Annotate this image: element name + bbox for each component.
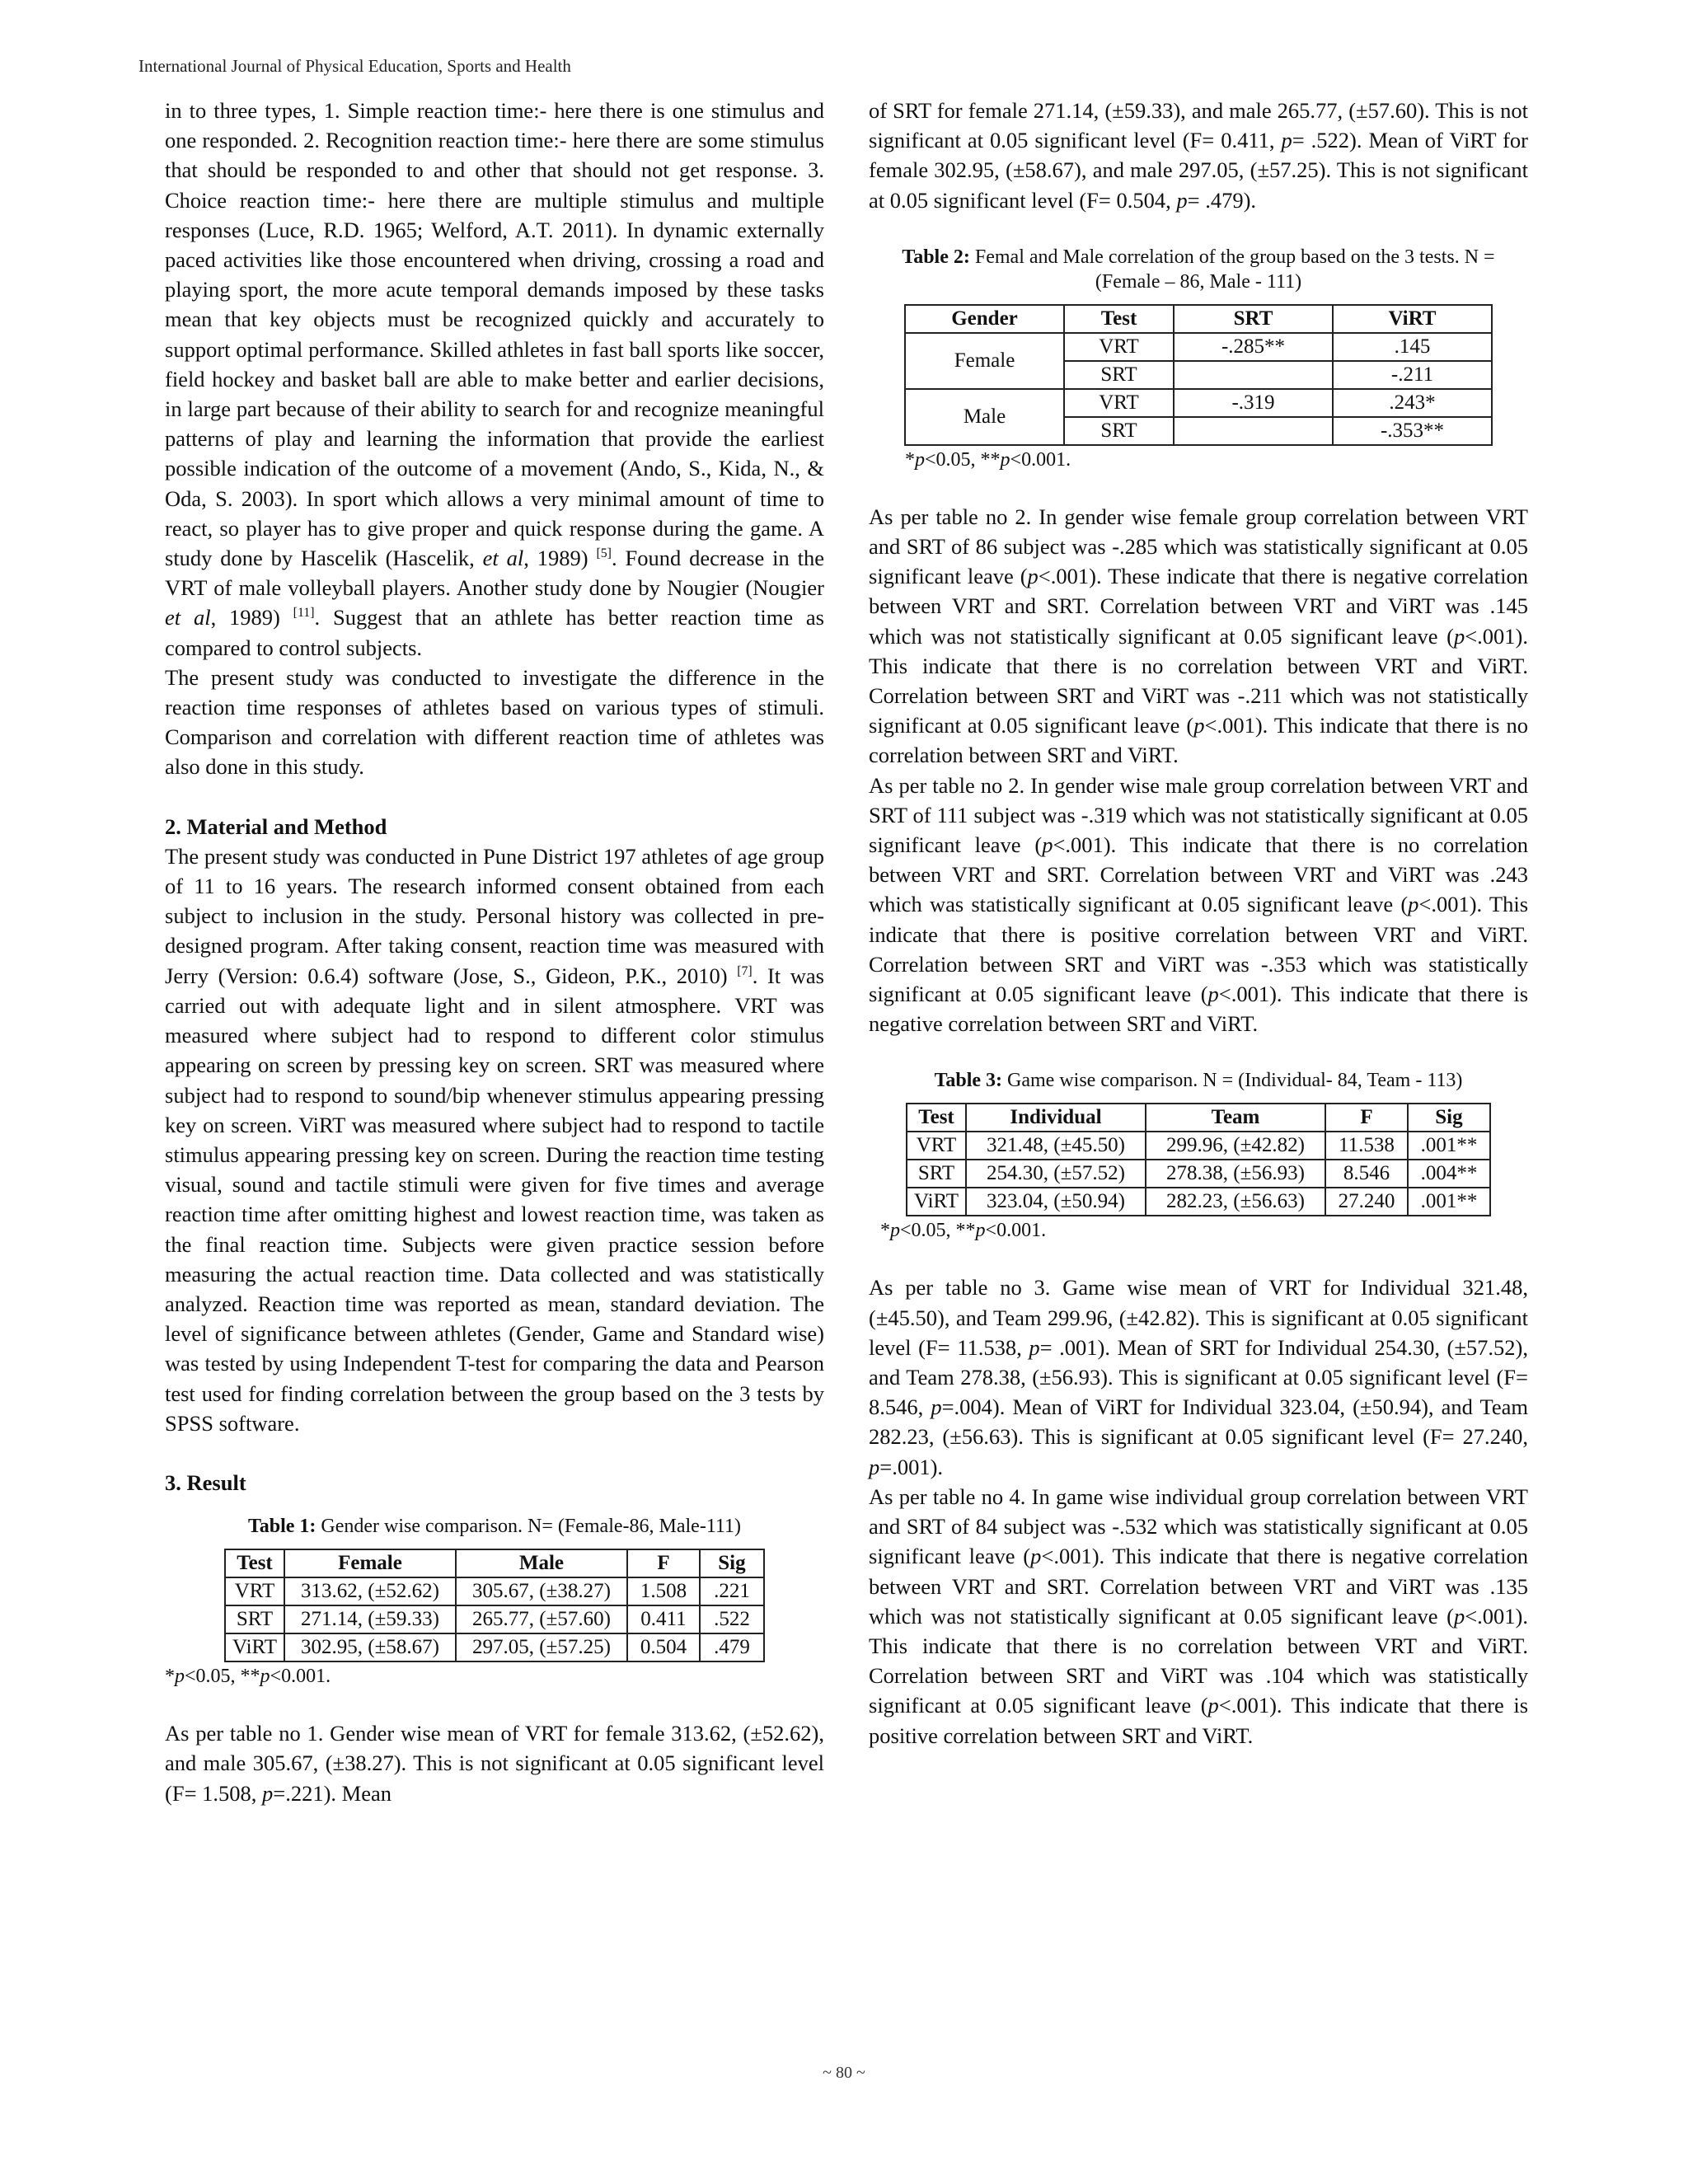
table3-note: *p<0.05, **p<0.001.	[880, 1220, 1047, 1242]
table-row: VRT 321.48, (±45.50) 299.96, (±42.82) 11.538 .001**	[907, 1132, 1490, 1160]
table-row: SRT -.353**	[905, 417, 1492, 445]
table-row: VRT 313.62, (±52.62) 305.67, (±38.27) 1.508 .221	[225, 1577, 764, 1605]
intro-paragraph: in to three types, 1. Simple reaction time:- here there is one stimulus and one responded. 2. Recognition reaction time:- here there are some stimulus that should be responded to and other that should not get response. 3. Choice reaction time:- here there are multiple stimulus and multiple responses (Luce, R.D. 1965; Welford, A.T. 2011). In dynamic externally paced activities like those encountered when driving, crossing a road and playing sport, the more acute temporal demands imposed by these tasks mean that key objects must be recognized quickly and accurately to support optimal performance. Skilled athletes in fast ball sports like soccer, field hockey and basket ball are able to make better and earlier decisions, in large part because of their ability to search for and recognize meaningful patterns of play and learning the information that provide the earliest possible indication of the outcome of a movement (Ando, S., Kida, N., & Oda, S. 2003). In sport which allows a very minimal amount of time to react, so player has to give proper and quick response during the game. A study done by Hascelik (Hascelik, et al, 1989) [5]. Found decrease in the VRT of male volleyball players. Another study done by Nougier (Nougier et al, 1989) [11]. Suggest that an athlete has better reaction time as compared to control subjects.	[165, 98, 824, 660]
table-row: SRT -.211	[905, 361, 1492, 389]
table1-discussion-continued: of SRT for female 271.14, (±59.33), and male 265.77, (±57.60). This is not significant at 0.05 significant level (F= 0.411, p= .522). Mean of ViRT for female 302.95, (±58.67), and male 297.05, (±57.25). This is not significant at 0.05 significant level (F= 0.504, p= .479).	[869, 98, 1528, 213]
table1	[224, 1549, 765, 1662]
section-heading-method: 2. Material and Method	[165, 813, 387, 839]
table1-caption: Table 1: Gender wise comparison. N= (Female-86, Male-111)	[247, 1516, 742, 1538]
table3-discussion: As per table no 3. Game wise mean of VRT for Individual 321.48, (±45.50), and Team 299.96, (±42.82). This is significant at 0.05 significant level (F= 11.538, p= .001). Mean of SRT for Individual 254.30, (±57.52), and Team 278.38, (±56.93). This is significant at 0.05 significant level (F= 8.546, p=.004). Mean of ViRT for Individual 323.04, (±50.94), and Team 282.23, (±56.63). This is significant at 0.05 significant level (F= 27.240, p=.001).	[869, 1275, 1529, 1479]
left-column	[165, 96, 824, 1808]
table-row: ViRT 302.95, (±58.67) 297.05, (±57.25) 0.504 .479	[225, 1633, 764, 1661]
method-paragraph: The present study was conducted in Pune District 197 athletes of age group of 11 to 16 years. The research informed consent obtained from each subject to inclusion in the study. Personal history was collected in pre-designed program. After taking consent, reaction time was measured with Jerry (Version: 0.6.4) software (Jose, S., Gideon, P.K., 2010) [7]. It was carried out with adequate light and in silent atmosphere. VRT was measured where subject had to respond to different color stimulus appearing on screen by pressing key on screen. SRT was measured where subject had to respond to sound/bip whenever stimulus appearing pressing key on screen. ViRT was measured where subject had to respond to tactile stimulus appearing pressing key on screen. During the reaction time testing visual, sound and tactile stimuli were given for five times and average reaction time after omitting highest and lowest reaction time, was taken as the final reaction time. Subjects were given practice session before measuring the actual reaction time. Data collected and was statistically analyzed. Reaction time was reported as mean, standard deviation. The level of significance between athletes (Gender, Game and Standard wise) was tested by using Independent T-test for comparing the data and Pearson test used for finding correlation between the group based on the 3 tests by SPSS software.	[165, 843, 824, 1436]
table-header-row: Test Individual Team F Sig	[907, 1104, 1490, 1132]
table-row: ViRT 323.04, (±50.94) 282.23, (±56.63) 27.240 .001**	[907, 1188, 1490, 1216]
table-row: SRT 254.30, (±57.52) 278.38, (±56.93) 8.546 .004**	[907, 1160, 1490, 1188]
table1-discussion: As per table no 1. Gender wise mean of VRT for female 313.62, (±52.62), and male 305.67, (±38.27). This is not significant at 0.05 significant level (F= 1.508, p=.221). Mean	[165, 1721, 824, 1806]
game-correlation-paragraph: As per table no 4. In game wise individual group correlation between VRT and SRT of 84 subject was -.532 which was statistically significant at 0.05 significant leave (p<.001). This indicate that there is negative correlation between VRT and SRT. Correlation between VRT and ViRT was .135 which was not statistically significant at 0.05 significant leave (p<.001). This indicate that there is no correlation between VRT and ViRT. Correlation between SRT and ViRT was .104 which was statistically significant at 0.05 significant leave (p<.001). This indicate that there is positive correlation between SRT and ViRT.	[869, 1483, 1529, 1748]
aim-paragraph: The present study was conducted to investigate the difference in the reaction time responses of athletes based on various types of stimuli. Comparison and correlation with different reaction time of athletes was also done in this study.	[165, 664, 824, 780]
table-header-row: Gender Test SRT ViRT	[905, 305, 1492, 333]
table-row: Female VRT -.285** .145	[905, 333, 1492, 361]
table3	[906, 1103, 1491, 1216]
journal-header: International Journal of Physical Education, Sports and Health	[138, 56, 571, 76]
table3-caption: Table 3: Game wise comparison. N = (Individual- 84, Team - 113)	[934, 1070, 1463, 1092]
female-correlation-paragraph: As per table no 2. In gender wise female group correlation between VRT and SRT of 86 subject was -.285 which was statistically significant at 0.05 significant leave (p<.001). These indicate that there is negative correlation between VRT and SRT. Correlation between VRT and ViRT was .145 which was not statistically significant at 0.05 significant leave (p<.001). This indicate that there is no correlation between VRT and ViRT. Correlation between SRT and ViRT was -.211 which was not statistically significant at 0.05 significant leave (p<.001). This indicate that there is no correlation between SRT and ViRT.	[869, 504, 1529, 768]
citation-ref: [7]	[737, 963, 753, 978]
table-row: SRT 271.14, (±59.33) 265.77, (±57.60) 0.411 .522	[225, 1605, 764, 1633]
table2	[904, 304, 1493, 446]
section-heading-result: 3. Result	[165, 1469, 246, 1495]
table-header-row: Test Female Male F Sig	[225, 1549, 764, 1577]
table-row: Male VRT -.319 .243*	[905, 389, 1492, 417]
citation-ref: [5]	[596, 546, 612, 561]
citation-ref: [11]	[293, 606, 315, 621]
right-column	[869, 96, 1528, 1750]
table1-note: *p<0.05, **p<0.001.	[165, 1666, 331, 1688]
table2-note: *p<0.05, **p<0.001.	[905, 448, 1071, 471]
page-number: ~ 80 ~	[823, 2064, 865, 2082]
table2-caption: Table 2: Femal and Male correlation of the group based on the 3 tests. N = (Female – 86, Male - 111)	[902, 246, 1495, 293]
male-correlation-paragraph: As per table no 2. In gender wise male group correlation between VRT and SRT of 111 subject was -.319 which was not statistically significant at 0.05 significant leave (p<.001). This indicate that there is no correlation between VRT and SRT. Correlation between VRT and ViRT was .243 which was statistically significant at 0.05 significant leave (p<.001). This indicate that there is positive correlation between VRT and ViRT. Correlation between SRT and ViRT was -.353 which was statistically significant at 0.05 significant leave (p<.001). This indicate that there is negative correlation between SRT and ViRT.	[869, 772, 1529, 1037]
